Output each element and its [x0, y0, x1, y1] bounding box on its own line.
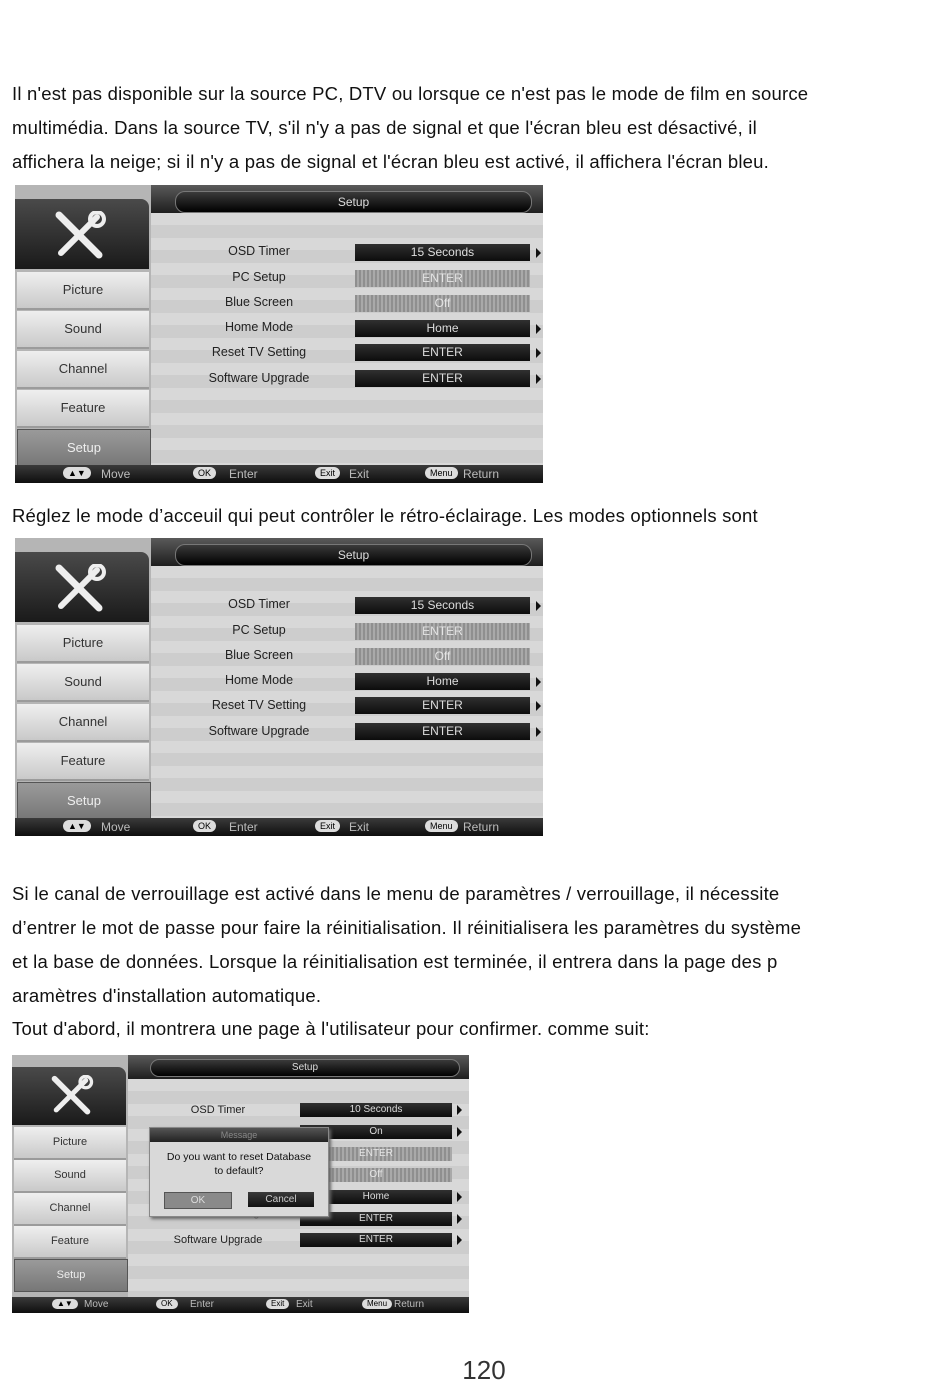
sidebar-item-sound[interactable]: Sound: [14, 1160, 126, 1193]
key-move-icon: ▲▼: [52, 1299, 78, 1309]
key-exit-icon: Exit: [266, 1299, 289, 1309]
row-value-software-upgrade[interactable]: ENTER: [355, 370, 530, 387]
reset-confirm-dialog: [149, 1127, 329, 1217]
arrow-right-icon: [457, 1105, 462, 1115]
row-label-blue-screen: Blue Screen: [224, 295, 294, 309]
sidebar-item-picture[interactable]: Picture: [17, 625, 149, 663]
row-value-reset-tv-setting[interactable]: ENTER: [300, 1212, 452, 1226]
text-line: et la base de données. Lorsque la réinitialisation est terminée, il entrera dans la page des p: [12, 951, 778, 972]
footer-enter-label: Enter: [229, 467, 258, 481]
key-menu-icon: Menu: [362, 1299, 392, 1309]
row-value-reset-tv-setting[interactable]: ENTER: [355, 344, 530, 361]
menu-footer: [12, 1297, 469, 1313]
arrow-right-icon: [457, 1235, 462, 1245]
text-line: Tout d'abord, il montrera une page à l'utilisateur pour confirmer. comme suit:: [12, 1018, 650, 1039]
key-exit-icon: Exit: [315, 467, 340, 479]
menu-footer: [15, 818, 543, 836]
menu-sidebar: [15, 185, 151, 465]
arrow-right-icon: [536, 701, 541, 711]
paragraph-intro: [12, 77, 808, 179]
cancel-button[interactable]: Cancel: [248, 1192, 314, 1207]
row-label-pc-setup: PC Setup: [232, 623, 286, 637]
setup-tools-icon: [15, 552, 149, 622]
paragraph-home-mode: Réglez le mode d’acceuil qui peut contrôler le rétro-éclairage. Les modes optionnels sont: [12, 505, 758, 526]
key-ok-icon: OK: [193, 820, 216, 832]
row-value-blue-screen: ENTER: [300, 1147, 452, 1161]
text-line: multimédia. Dans la source TV, s'il n'y a pas de signal et que l'écran bleu est désactivé, il: [12, 117, 757, 138]
row-value-home-mode[interactable]: Home: [355, 320, 530, 337]
row-label-osd-timer: OSD Timer: [228, 244, 290, 258]
sidebar-item-picture[interactable]: Picture: [14, 1127, 126, 1160]
setup-tools-icon: [15, 199, 149, 269]
row-value-pc-setup[interactable]: On: [300, 1125, 452, 1139]
sidebar-item-sound[interactable]: Sound: [17, 311, 149, 349]
dialog-title: Message: [150, 1128, 328, 1142]
reset-dialog-screenshot: [12, 1055, 469, 1313]
key-menu-icon: Menu: [425, 467, 458, 479]
text-line: Il n'est pas disponible sur la source PC, DTV ou lorsque ce n'est pas le mode de film en source: [12, 83, 809, 104]
row-value-home-mode[interactable]: Home: [355, 673, 530, 690]
arrow-right-icon: [536, 601, 541, 611]
arrow-right-icon: [536, 348, 541, 358]
menu-footer: [15, 465, 543, 483]
row-value-software-upgrade[interactable]: ENTER: [355, 723, 530, 740]
text-line: Si le canal de verrouillage est activé dans le menu de paramètres / verrouillage, il nécessite: [12, 883, 780, 904]
footer-exit-label: Exit: [296, 1299, 313, 1310]
arrow-right-icon: [457, 1192, 462, 1202]
setup-tools-icon: [12, 1067, 126, 1125]
menu-title: Setup: [175, 191, 532, 213]
arrow-right-icon: [536, 374, 541, 384]
footer-move-label: Move: [101, 820, 131, 834]
sidebar-item-setup[interactable]: Setup: [14, 1259, 128, 1292]
menu-sidebar: [15, 538, 151, 818]
footer-enter-label: Enter: [229, 820, 258, 834]
footer-exit-label: Exit: [349, 467, 370, 481]
setup-menu-screenshot-1: [15, 185, 543, 483]
row-value-reset-mode[interactable]: Home: [300, 1190, 452, 1204]
dialog-message-line: Do you want to reset Database: [166, 1151, 312, 1163]
row-value-software-upgrade[interactable]: ENTER: [300, 1233, 452, 1247]
key-exit-icon: Exit: [315, 820, 340, 832]
row-label-reset-tv-setting: Reset TV Setting: [211, 345, 307, 359]
key-move-icon: ▲▼: [63, 820, 91, 832]
row-value-blue-screen: Off: [355, 648, 530, 665]
arrow-right-icon: [536, 324, 541, 334]
footer-return-label: Return: [463, 467, 500, 481]
row-value-osd-timer[interactable]: 10 Seconds: [300, 1103, 452, 1117]
ok-button[interactable]: OK: [164, 1192, 232, 1209]
row-label-blue-screen: Blue Screen: [224, 648, 294, 662]
row-label-osd-timer: OSD Timer: [228, 597, 290, 611]
footer-move-label: Move: [101, 467, 131, 481]
paragraph-reset: [12, 877, 801, 1046]
row-label-home-mode: Home Mode: [224, 673, 294, 687]
row-value-blue-screen: Off: [355, 295, 530, 312]
row-value-osd-timer[interactable]: 15 Seconds: [355, 244, 530, 261]
row-label-software-upgrade: Software Upgrade: [173, 1234, 263, 1246]
row-label-reset-tv-setting: Reset TV Setting: [211, 698, 307, 712]
sidebar-item-setup[interactable]: Setup: [17, 782, 151, 820]
text-line: aramètres d'installation automatique.: [12, 985, 322, 1006]
dialog-message-line: to default?: [214, 1165, 264, 1177]
footer-exit-label: Exit: [349, 820, 370, 834]
row-label-pc-setup: PC Setup: [232, 270, 286, 284]
row-label-osd-timer: OSD Timer: [190, 1104, 246, 1116]
footer-return-label: Return: [394, 1299, 425, 1310]
sidebar-item-channel[interactable]: Channel: [17, 704, 149, 742]
menu-title: Setup: [150, 1059, 460, 1077]
dialog-message: [150, 1150, 328, 1178]
footer-return-label: Return: [463, 820, 500, 834]
arrow-right-icon: [457, 1214, 462, 1224]
sidebar-item-sound[interactable]: Sound: [17, 664, 149, 702]
row-label-software-upgrade: Software Upgrade: [208, 371, 310, 385]
key-move-icon: ▲▼: [63, 467, 91, 479]
arrow-right-icon: [536, 248, 541, 258]
menu-sidebar: [12, 1055, 128, 1297]
sidebar-item-channel[interactable]: Channel: [17, 351, 149, 389]
sidebar-item-feature[interactable]: Feature: [17, 743, 149, 781]
text-line: affichera la neige; si il n'y a pas de signal et l'écran bleu est activé, il affichera l'écran bleu.: [12, 151, 769, 172]
footer-move-label: Move: [84, 1299, 109, 1310]
key-menu-icon: Menu: [425, 820, 458, 832]
footer-enter-label: Enter: [190, 1299, 214, 1310]
text-line: d’entrer le mot de passe pour faire la réinitialisation. Il réinitialisera les paramètres du système: [12, 917, 802, 938]
key-ok-icon: OK: [156, 1299, 178, 1309]
sidebar-item-picture[interactable]: Picture: [17, 272, 149, 310]
arrow-right-icon: [536, 727, 541, 737]
sidebar-item-setup[interactable]: Setup: [17, 429, 151, 467]
menu-title: Setup: [175, 544, 532, 566]
row-value-osd-timer[interactable]: 15 Seconds: [355, 597, 530, 614]
arrow-right-icon: [457, 1127, 462, 1137]
key-ok-icon: OK: [193, 467, 216, 479]
arrow-right-icon: [536, 677, 541, 687]
row-value-pc-setup: ENTER: [355, 623, 530, 640]
row-label-home-mode: Home Mode: [224, 320, 294, 334]
row-value-reset-tv-setting[interactable]: ENTER: [355, 697, 530, 714]
row-value-pc-setup: ENTER: [355, 270, 530, 287]
sidebar-item-feature[interactable]: Feature: [14, 1226, 126, 1259]
row-label-software-upgrade: Software Upgrade: [208, 724, 310, 738]
sidebar-item-feature[interactable]: Feature: [17, 390, 149, 428]
sidebar-item-channel[interactable]: Channel: [14, 1193, 126, 1226]
page-number: 120: [462, 1355, 506, 1385]
row-value-home-mode: Off: [300, 1168, 452, 1182]
setup-menu-screenshot-2: [15, 538, 543, 836]
